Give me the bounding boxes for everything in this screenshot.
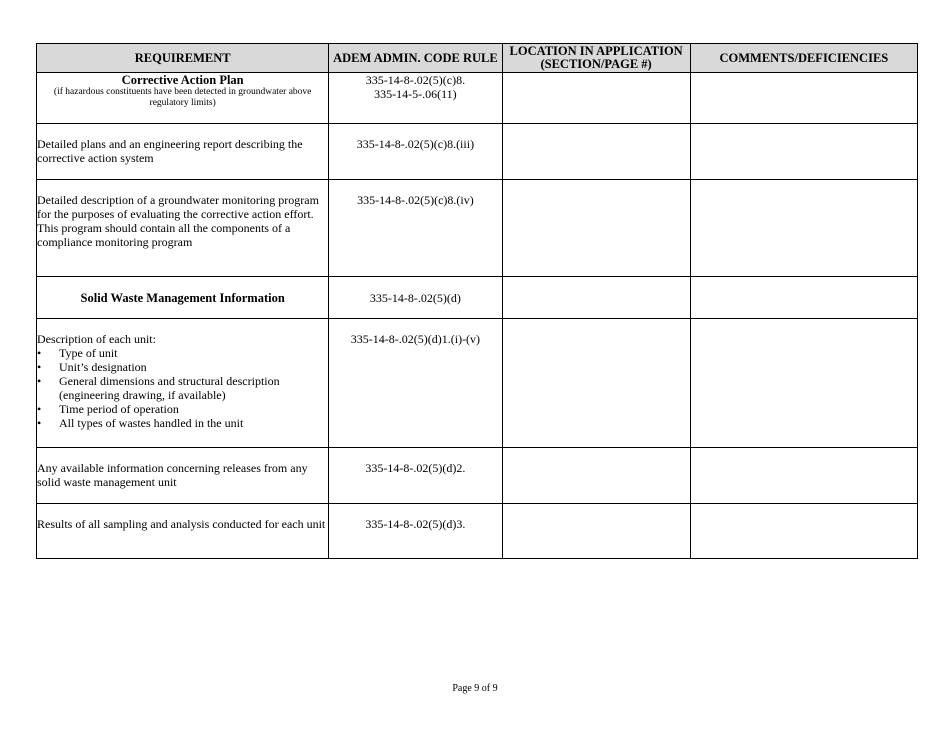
location-cell[interactable] [502,277,690,319]
requirements-table [36,43,918,559]
code-cell [329,504,502,559]
header-location [502,44,690,73]
requirement-text: Results of all sampling and analysis conducted for each unit [37,517,326,531]
table-row [37,180,918,277]
unit-description-list [37,346,328,430]
solid-waste-title: Solid Waste Management Information [80,290,285,305]
table-row [37,448,918,504]
table-row [37,73,918,124]
requirement-cell [37,448,329,504]
page-number: Page 9 of 9 [452,683,498,694]
table-row [37,124,918,180]
header-requirement: REQUIREMENT [37,44,329,73]
requirement-cell [37,319,329,448]
requirement-cell [37,504,329,559]
code-cell [329,124,502,180]
code-rule: 335-14-8-.02(5)(c)8.(iii) [356,137,475,151]
header-row [37,44,918,73]
list-item: • Unit’s designation [37,360,328,374]
code-rule: 335-14-8-.02(5)(c)8.(iv) [357,193,474,207]
location-cell[interactable] [502,180,690,277]
list-item: • All types of wastes handled in the unit [37,416,328,430]
table-row [37,504,918,559]
requirement-text: Detailed plans and an engineering report describing the corrective action system [37,137,303,165]
code-cell [329,277,502,319]
requirement-text: Detailed description of a groundwater monitoring program for the purposes of evaluating the corrective action effort. This program should contain all the components of a compliance monitoring program [37,193,319,249]
code-rule-line2: 335-14-5-.06(11) [374,87,457,101]
requirement-cell [37,73,329,124]
location-cell[interactable] [502,448,690,504]
comments-cell[interactable] [690,73,917,124]
code-cell [329,180,502,277]
header-code-rule: ADEM ADMIN. CODE RULE [329,44,502,73]
corrective-action-subtitle: (if hazardous constituents have been detected in groundwater above regulatory limits) [53,87,312,108]
code-rule: 335-14-8-.02(5)(d)2. [365,461,466,475]
list-item: • General dimensions and structural description (engineering drawing, if available) [37,374,328,402]
table-row [37,277,918,319]
unit-description-intro: Description of each unit: [37,332,156,346]
code-rule: 335-14-8-.02(5)(d) [369,290,461,305]
comments-cell[interactable] [690,504,917,559]
location-cell[interactable] [502,73,690,124]
code-rule: 335-14-8-.02(5)(d)1.(i)-(v) [350,332,481,346]
header-location-line2: (SECTION/PAGE #) [540,57,652,71]
comments-cell[interactable] [690,180,917,277]
location-cell[interactable] [502,124,690,180]
comments-cell[interactable] [690,124,917,180]
comments-cell[interactable] [690,319,917,448]
list-item: • Type of unit [37,346,328,360]
comments-cell[interactable] [690,448,917,504]
location-cell[interactable] [502,319,690,448]
comments-cell[interactable] [690,277,917,319]
code-rule: 335-14-8-.02(5)(d)3. [365,517,466,531]
requirement-cell [37,180,329,277]
code-cell [329,448,502,504]
table-row [37,319,918,448]
header-location-line1: LOCATION IN APPLICATION [509,44,683,58]
corrective-action-title: Corrective Action Plan [121,73,244,87]
code-cell [329,319,502,448]
code-cell [329,73,502,124]
list-item: • Time period of operation [37,402,328,416]
requirement-text: Any available information concerning releases from any solid waste management unit [37,461,308,489]
code-rule-line1: 335-14-8-.02(5)(c)8. [365,73,466,87]
requirement-cell [37,124,329,180]
header-comments: COMMENTS/DEFICIENCIES [690,44,917,73]
location-cell[interactable] [502,504,690,559]
requirement-cell [37,277,329,319]
